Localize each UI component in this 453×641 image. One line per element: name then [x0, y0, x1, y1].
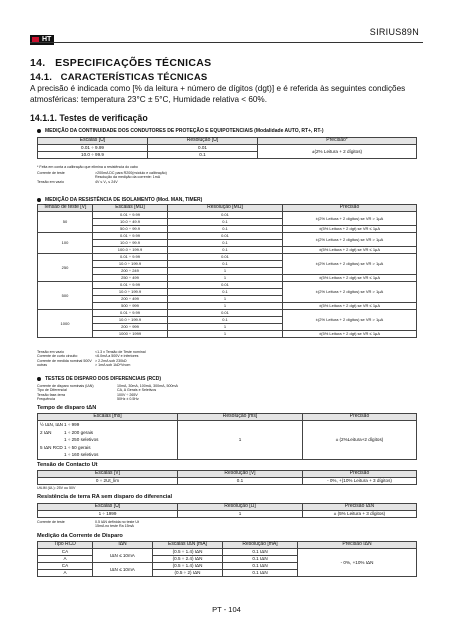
range-cell: 250 ÷ 499 [93, 275, 168, 282]
trip-time-table: Escalas [ms] Resolução [ms] Precisão ½ IΔN, IΔN 1 ÷ 999 2 IΔN 1 ÷ 200 gerais 1 ÷ 250 seletivos 5 IΔN RCD 1 ÷ 50 gerais 1 ÷ 160 seletivos 1 ± (2%Leitura+2 dígitos) [37, 413, 417, 460]
range-cell: 1000 ÷ 1999 [93, 331, 168, 338]
range-cell: 10.0 ÷ 199.9 [93, 261, 168, 268]
range-cell: 200 ÷ 999 [93, 324, 168, 331]
resolution-cell: 1 [168, 331, 283, 338]
range-cell: 0.01 ÷ 9.99 [93, 282, 168, 289]
continuity-specs: Corrente de teste >200mA DC para R200(módulo e calibração) Resolução da medição da corrente: 1mA Tensão em vazio 4V ≤ V₀ ≤ 24V [37, 171, 167, 184]
resolution-cell: 0.1 [168, 240, 283, 247]
test-voltage-cell: 500 [38, 282, 93, 310]
table-row [38, 282, 417, 289]
table-row [38, 310, 417, 317]
accuracy-cell: ±(5% Leitura + 2 dgt) se VR ≤ 1μA [283, 331, 417, 338]
table-row [38, 303, 417, 310]
resolution-cell: 1 [168, 275, 283, 282]
trip-time-title: Tempo de disparo tΔN [37, 405, 97, 411]
range-cell: 10.0 ÷ 199.9 [93, 289, 168, 296]
range-cell: 100.0 ÷ 199.9 [93, 247, 168, 254]
range-cell: 200 ÷ 249 [93, 268, 168, 275]
rcd-heading: TESTES DE DISPARO DOS DIFERENCIAIS (RCD) [37, 376, 161, 382]
accuracy-cell: ±(2% Leitura + 2 dígitos) se VR > 1μA [283, 282, 417, 303]
resolution-cell: 1 [168, 268, 283, 275]
resolution-cell: 0.1 [168, 247, 283, 254]
accuracy-cell: ±(5% Leitura + 2 dgt) se VR ≤ 1μA [283, 226, 417, 233]
resolution-cell: 0.01 [168, 282, 283, 289]
resolution-cell: 0.1 [168, 261, 283, 268]
resolution-cell: 0.1 [168, 289, 283, 296]
contact-voltage-title: Tensão de Contacto Ut [37, 462, 98, 468]
table-row [38, 233, 417, 240]
range-cell: 0.01 ÷ 9.99 [93, 310, 168, 317]
range-cell: 10.0 ÷ 199.9 [93, 317, 168, 324]
bullet-icon [37, 198, 41, 202]
subsection-title: 14.1. CARACTERÍSTICAS TÉCNICAS [30, 72, 208, 83]
continuity-table: Escalas [Ω] Resolução [Ω] Precisão* 0.01 ÷ 9.99 0.01 ±(2% Leitura + 2 dígitos) 10.0 ÷ 99.9 0.1 [37, 137, 417, 159]
resolution-cell: 0.01 [168, 310, 283, 317]
range-cell: 10.0 ÷ 99.9 [93, 240, 168, 247]
table-row [38, 275, 417, 282]
accuracy-cell: ±(2% Leitura + 2 dígitos) se VR > 1μA [283, 212, 417, 226]
resolution-cell: 0.01 [168, 254, 283, 261]
brand-logo: HT [30, 28, 68, 38]
resolution-cell: 0.1 [168, 219, 283, 226]
range-cell: 10.0 ÷ 49.9 [93, 219, 168, 226]
test-voltage-cell: 100 [38, 233, 93, 254]
test-voltage-cell: 1000 [38, 310, 93, 338]
continuity-heading: MEDIÇÃO DA CONTINUIDADE DOS CONDUTORES DE PROTEÇÃO E EQUIPOTENCIAIS (Modalidade AUTO, RT+, RT-) [37, 128, 324, 134]
earth-resistance-table: Escalas [Ω] Resolução [Ω] Precisão IΔN 1 ÷ 1999 1 ± (5% Leitura + 3 dígitos) [37, 503, 417, 518]
table-row [38, 226, 417, 233]
resolution-cell: 1 [168, 324, 283, 331]
section-title: 14. ESPECIFICAÇÕES TÉCNICAS [30, 57, 212, 69]
intro-paragraph: A precisão é indicada como [% da leitura + número de dígitos (dgt)] e é referida às seguintes condições atmosféricas: temperatura 23°C ± 5°C, Humidade relativa < 60%. [30, 84, 406, 104]
accuracy-cell: ±(2% Leitura + 2 dígitos) se VR > 1μA [283, 254, 417, 275]
resolution-cell: 1 [168, 303, 283, 310]
resolution-cell: 0.1 [168, 226, 283, 233]
accuracy-cell: ±(2% Leitura + 2 dígitos) se VR > 1μA [283, 310, 417, 331]
range-cell: 500 ÷ 999 [93, 303, 168, 310]
range-cell: 50.0 ÷ 99.9 [93, 226, 168, 233]
continuity-footnote: * Feita em conta a calibração que elimina a resistência do cabo [37, 165, 138, 169]
insulation-heading: MEDIÇÃO DA RESISTÊNCIA DE ISOLAMENTO (Mod. MAN, TIMER) [37, 197, 202, 203]
accuracy-cell: ±(5% Leitura + 2 dgt) se VR ≤ 1μA [283, 275, 417, 282]
earth-resistance-title: Resistência de terra RA sem disparo do diferencial [37, 494, 173, 500]
page-number: PT - 104 [212, 605, 241, 614]
accuracy-cell: ±(2% Leitura + 2 dígitos) se VR > 1μA [283, 233, 417, 247]
resolution-cell: 0.01 [168, 233, 283, 240]
table-row [38, 212, 417, 219]
trip-current-title: Medição da Corrente de Disparo [37, 533, 123, 539]
rcd-specs: Corrente de disparo nominais (IΔN) 10mA, 30mA, 100mA, 300mA, 500mA Tipo de Diferencial CA, A Gerais e Seletivos Tensão fase-terra 100V ÷ 265V Frequência 50Hz ± 0.5Hz [37, 384, 178, 402]
range-cell: 200 ÷ 499 [93, 296, 168, 303]
test-voltage-cell: 250 [38, 254, 93, 282]
trip-current-table: Tipo RCD IΔN Escalas IΔN [mA] Resolução [mA] Precisão IΔN CA IΔN ≤ 10mA (0.5 ÷ 1.4) IΔN 0.1 IΔN - 0%, +10% IΔN A (0.5 ÷ 2.4) IΔN 0.1 IΔN CA IΔN ≤ 10mA (0.5 ÷ 1.4) IΔN 0.1 IΔN A (0.5 ÷ 2) IΔN 0.1 IΔN [37, 541, 417, 577]
range-cell: 0.01 ÷ 9.99 [93, 233, 168, 240]
resolution-cell: 0.1 [168, 317, 283, 324]
resolution-cell: 0.01 [168, 212, 283, 219]
bullet-icon [37, 129, 41, 133]
table-row [38, 254, 417, 261]
subsubsection-title: 14.1.1. Testes de verificação [30, 113, 148, 123]
model-name: SIRIUS89N [369, 27, 419, 37]
table-row [38, 331, 417, 338]
table-row [38, 247, 417, 254]
test-voltage-cell: 50 [38, 212, 93, 233]
header-divider [30, 42, 423, 43]
insulation-specs: Tensão em vazio <1.3 x Tensão de Teste nominal Corrente de curto circuito <6.0mA a 500V e inferiores Corrente de medida nominal 500V > 2.2mA sob 230kΩ outras > 1mA sob 1kΩ*Vnom [37, 350, 146, 368]
bullet-icon [37, 377, 41, 381]
accuracy-cell: ±(5% Leitura + 2 dgt) se VR ≤ 1μA [283, 303, 417, 310]
resolution-cell: 1 [168, 296, 283, 303]
range-cell: 0.01 ÷ 9.99 [93, 254, 168, 261]
insulation-table: Tensão de teste [V] Escalas [MΩ] Resolução [MΩ] Precisão 50 0.01 ÷ 9.99 0.01 ±(2% Leitura + 2 dígitos) se VR > 1μA 10.0 ÷ 49.9 0.1 50.0 ÷ 99.9 0.1 ±(5% Leitura + 2 dgt) se VR ≤ 1μA 100 0.01 ÷ 9.99 0.01 ±(2% Leitura + 2 dígitos) se VR > 1μA 10.0 ÷ 99.9 0.1 100.0 ÷ 199.9 0.1 ±(5% Leitura + 2 dgt) se VR ≤ 1μA 250 0.01 ÷ 9.99 0.01 ±(2% Leitura + 2 dígitos) se VR > 1μA 10.0 ÷ 199.9 0.1 200 ÷ 249 1 250 ÷ 499 1 ±(5% Leitura + 2 dgt) se VR ≤ 1μA 500 0.01 ÷ 9.99 0.01 ±(2% Leitura + 2 dígitos) se VR > 1μA 10.0 ÷ 199.9 0.1 200 ÷ 499 1 500 ÷ 999 1 ±(5% Leitura + 2 dgt) se VR ≤ 1μA 1000 0.01 ÷ 9.99 0.01 ±(2% Leitura + 2 dígitos) se VR > 1μA 10.0 ÷ 199.9 0.1 200 ÷ 999 1 1000 ÷ 1999 1 ±(5% Leitura + 2 dgt) se VR ≤ 1μA [37, 204, 417, 338]
accuracy-cell: ±(5% Leitura + 2 dgt) se VR ≤ 1μA [283, 247, 417, 254]
earth-specs: Corrente de teste 0.5 IΔN definida no teste Ut 15mA no teste Ra 15mA [37, 520, 139, 529]
contact-voltage-note: UtLIM (UL): 25V ou 50V [37, 486, 76, 490]
contact-voltage-table: Escalas [V] Resolução [V] Precisão 0 ÷ 2Ut_lim 0.1 - 0%, +(10% Leitura + 3 dígitos) [37, 470, 417, 485]
range-cell: 0.01 ÷ 9.99 [93, 212, 168, 219]
